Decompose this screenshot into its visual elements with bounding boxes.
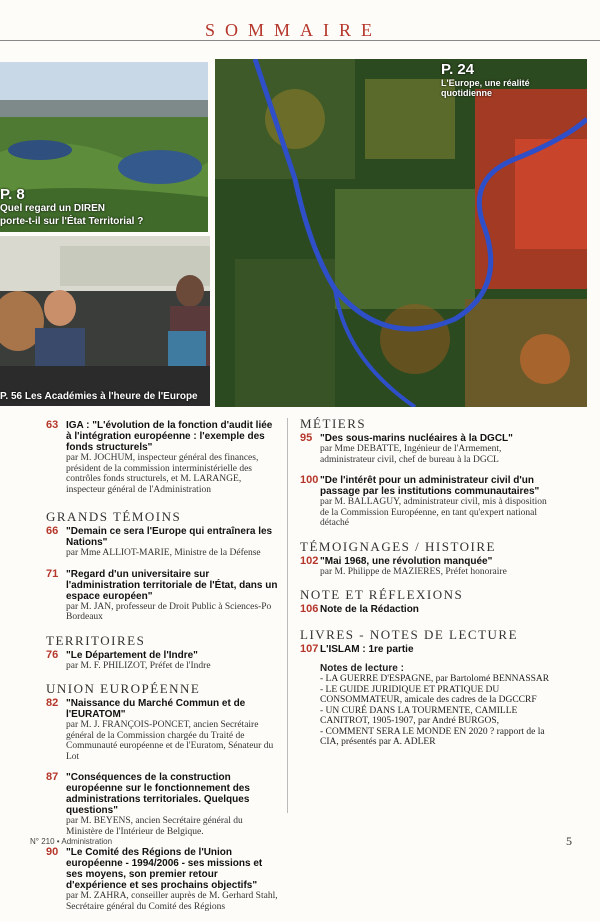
page-number: 87 <box>46 771 59 783</box>
entry-title: "Des sous-marins nucléaires à la DGCL" <box>320 433 513 444</box>
entry-title: "Le Département de l'Indre" <box>66 649 198 661</box>
photo-satellite <box>215 59 587 407</box>
students-image <box>0 236 210 406</box>
page-header <box>0 0 600 40</box>
photo-caption-line-1: Quel regard un DIREN <box>0 203 106 214</box>
reading-note: - LE GUIDE JURIDIQUE ET PRATIQUE DU CONSOMMATEUR, amicale des cadres de la DGCCRF <box>320 684 537 705</box>
page-number: 90 <box>46 846 59 858</box>
entry-author: par Mme ALLIOT-MARIE, Ministre de la Défense <box>66 548 261 558</box>
page-number: 66 <box>46 525 59 537</box>
toc-entry[interactable] <box>46 650 280 672</box>
toc-entry[interactable] <box>300 433 552 465</box>
section-heading: NOTE ET RÉFLEXIONS <box>300 587 464 602</box>
entry-author: par M. ZAHRA, conseiller auprès de M. Gerhard Stahl, Secrétaire général du Comité des Régions <box>66 891 278 912</box>
section-heading: MÉTIERS <box>300 416 367 431</box>
page-number: 63 <box>46 419 59 431</box>
footer-page-number: 5 <box>566 834 572 848</box>
left-column <box>46 420 280 922</box>
reading-note: - UN CURÉ DANS LA TOURMENTE, CAMILLE CANITROT, 1905-1907, par André BURGOS, <box>320 705 518 726</box>
page-number: 71 <box>46 567 59 580</box>
photo-caption-line-2: quotidienne <box>441 88 492 98</box>
entry-title: Note de la Rédaction <box>320 604 419 615</box>
entry-title: "Le Comité des Régions de l'Union européenne - 1994/2006 - ses missions et ses moyens, son premier retour d'expérience et ses prochains objectifs" <box>66 847 263 891</box>
page-number: 76 <box>46 648 59 661</box>
entry-title: L'ISLAM : 1re partie <box>320 644 414 655</box>
entry-author: par M. JOCHUM, inspecteur général des finances, président de la commission interministérielle des contrôles fonds structurels, et M. LARANGE, inspecteur général de l'Administration <box>66 453 259 495</box>
entry-author: par M. BEYENS, ancien Secrétaire général du Ministère de l'Intérieur de Belgique. <box>66 816 243 837</box>
entry-title: "Mai 1968, une révolution manquée" <box>320 555 493 567</box>
entry-title: IGA : "L'évolution de la fonction d'audit liée à l'intégration européenne : l'exemple des fonds structurels" <box>66 420 273 453</box>
entry-author: par Mme DEBATTE, Ingénieur de l'Armement, administrateur civil, chef de bureau à la DGCL <box>320 444 502 465</box>
entry-author: par M. J. FRANÇOIS-PONCET, ancien Secrétaire général de la Commission chargée du Traité de Communauté européenne et de l'Euratom, Sénateur du Lot <box>66 720 274 762</box>
photo-students <box>0 236 210 406</box>
reading-note: - COMMENT SERA LE MONDE EN 2020 ? rapport de la CIA, présentés par A. ADLER <box>320 726 545 747</box>
entry-author: par M. F. PHILIZOT, Préfet de l'Indre <box>66 660 211 671</box>
section-heading: UNION EUROPÉENNE <box>46 681 201 696</box>
toc-entry[interactable] <box>46 569 280 623</box>
toc-entry[interactable] <box>300 604 552 615</box>
satellite-image <box>215 59 587 407</box>
page-title: SOMMAIRE <box>205 20 383 40</box>
photo-page-ref: P. 8 <box>0 186 25 203</box>
page-number: 106 <box>300 603 319 615</box>
page-number: 82 <box>46 697 59 709</box>
page-number: 107 <box>300 643 319 655</box>
entry-title: "Demain ce sera l'Europe qui entraînera les Nations" <box>66 526 273 548</box>
toc-entry[interactable] <box>46 772 280 837</box>
section-heading: GRANDS TÉMOINS <box>46 509 182 524</box>
entry-title: "Naissance du Marché Commun et de l'EURATOM" <box>66 698 246 720</box>
reading-note: - LA GUERRE D'ESPAGNE, par Bartolomé BENNASSAR <box>320 674 550 684</box>
entry-title: "Conséquences de la construction européenne sur le fonctionnement des administrations territoriales. Quelques questions" <box>66 772 250 816</box>
section-heading: TÉMOIGNAGES / HISTOIRE <box>300 538 496 554</box>
page-number: 100 <box>300 474 319 486</box>
column-divider <box>287 418 288 813</box>
entry-author: par M. Philippe de MAZIERES, Préfet honoraire <box>320 566 507 577</box>
toc-entry[interactable] <box>300 475 552 529</box>
page-number: 102 <box>300 554 319 567</box>
toc-entry[interactable] <box>300 644 552 748</box>
right-column <box>300 418 552 758</box>
entry-title: "Regard d'un universitaire sur l'administration territoriale de l'État, dans un espace européen" <box>66 568 278 602</box>
photo-students-caption: P. 56 Les Académies à l'heure de l'Europe <box>0 391 198 402</box>
toc-entry[interactable] <box>46 847 280 912</box>
footer-issue: N° 210 • Administration <box>30 837 113 846</box>
header-rule <box>0 40 600 41</box>
photo-page-ref: P. 24 <box>441 61 475 78</box>
photo-caption-line-2: porte-t-il sur l'État Territorial ? <box>0 216 144 227</box>
entry-author: par M. BALLAGUY, administrateur civil, mis à disposition de la Commission Européenne, en tant qu'expert national détaché <box>320 497 547 528</box>
toc-entry[interactable] <box>46 420 280 495</box>
entry-author: par M. JAN, professeur de Droit Public à Sciences-Po Bordeaux <box>66 601 272 622</box>
toc-entry[interactable] <box>46 526 280 559</box>
page-number: 95 <box>300 432 313 444</box>
section-heading: TERRITOIRES <box>46 632 146 648</box>
photo-landscape <box>0 62 208 232</box>
photo-caption-line-1: L'Europe, une réalité <box>441 78 530 88</box>
reading-notes-heading: Notes de lecture : <box>320 663 404 674</box>
toc-entry[interactable] <box>46 698 280 762</box>
entry-title: "De l'intérêt pour un administrateur civil d'un passage par les institutions communautaires" <box>320 475 540 497</box>
section-heading: LIVRES - NOTES DE LECTURE <box>300 627 519 642</box>
toc-entry[interactable] <box>300 556 552 578</box>
